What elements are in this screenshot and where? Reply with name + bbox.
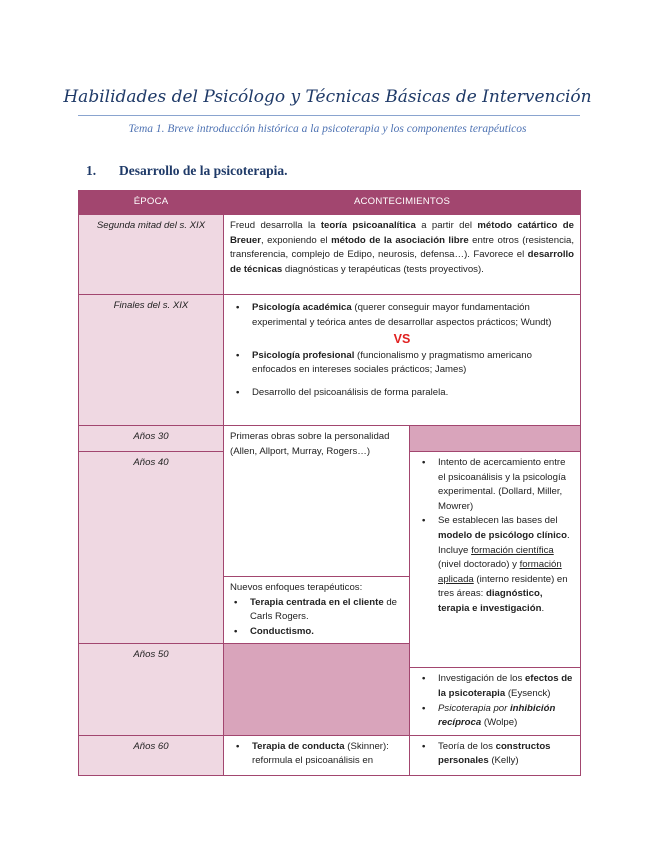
table-row — [79, 295, 581, 426]
epoch-cell: Finales del s. XIX — [79, 295, 224, 426]
text: (Eysenck) — [505, 687, 551, 699]
event-cell — [410, 668, 581, 735]
bold-term: Terapia centrada en el cliente — [250, 596, 384, 608]
bold-term: efectos de la psicoterapia — [438, 673, 573, 699]
versus-label: VS — [393, 332, 411, 347]
text: (querer conseguir mayor fundamentación experimental y teórica antes de desarrollar aspectos prácticos; Wundt) — [252, 302, 552, 328]
bold-term: modelo de psicólogo clínico — [438, 529, 567, 541]
list-item — [438, 456, 574, 514]
document-title: Habilidades del Psicólogo y Técnicas Básicas de Intervención — [63, 87, 592, 107]
title-rule — [78, 115, 580, 116]
epoch-cell: Años 60 — [79, 735, 224, 775]
text: de Carls Rogers. — [250, 596, 397, 623]
event-cell — [224, 577, 410, 644]
event-cell — [410, 452, 581, 668]
text: (Wolpe) — [481, 717, 518, 729]
bold-term: Terapia de conducta — [252, 740, 345, 752]
bold-term: Conductismo. — [250, 625, 314, 637]
text: a partir del — [415, 220, 478, 231]
section-heading — [86, 163, 287, 179]
text: (interno residente) en tres áreas: — [438, 573, 568, 600]
list-item — [250, 596, 403, 625]
text: Nuevos enfoques terapéuticos: — [230, 582, 363, 593]
text: Se establecen las bases del — [438, 515, 558, 527]
epoch-cell: Años 30 — [79, 426, 224, 452]
list-item — [438, 740, 574, 769]
header-epoch: ÉPOCA — [79, 191, 224, 215]
list-item — [438, 672, 574, 701]
text: diagnósticas y terapéuticas (tests proyectivos). — [282, 263, 484, 275]
table-row — [79, 426, 581, 452]
list-item — [438, 702, 574, 731]
text: . Incluye — [438, 529, 570, 556]
bold-term: diagnóstico, terapia e investigación — [438, 588, 543, 614]
epoch-cell: Años 50 — [79, 644, 224, 735]
table-row — [79, 735, 581, 775]
bold-term: método de la asociación libre — [331, 234, 469, 246]
text: (Kelly) — [488, 755, 519, 767]
list-item — [250, 625, 403, 640]
text: Desarrollo del psicoanálisis de forma paralela. — [252, 386, 449, 398]
text: (nivel doctorado) y — [438, 559, 520, 571]
event-cell — [410, 735, 581, 775]
empty-shaded-cell — [224, 644, 410, 735]
epoch-cell: Segunda mitad del s. XIX — [79, 215, 224, 295]
document-subtitle: Tema 1. Breve introducción histórica a la psicoterapia y los componentes terapéuticos — [128, 123, 527, 135]
list-item — [438, 514, 574, 616]
section-title: Desarrollo de la psicoterapia. — [119, 163, 288, 178]
text: , exponiendo el — [260, 234, 332, 246]
bold-term: teoría psicoanalítica — [320, 220, 416, 231]
bold-term: desarrollo de técnicas — [230, 249, 575, 275]
text: Freud desarrolla la — [230, 220, 321, 231]
text: Teoría de los — [438, 740, 496, 752]
history-table — [78, 190, 581, 776]
italic-term: Psicoterapia por — [438, 702, 510, 714]
underlined-term: formación aplicada — [438, 559, 562, 585]
epoch-cell: Años 40 — [79, 452, 224, 644]
event-cell: Primeras obras sobre la personalidad (Allen, Allport, Murray, Rogers…) — [224, 426, 410, 577]
text: Investigación de los — [438, 673, 525, 685]
list-item — [252, 349, 574, 378]
bold-term: inhibición recíproca — [438, 702, 556, 729]
event-cell — [224, 215, 581, 295]
section-number: 1. — [86, 163, 97, 178]
list-item — [252, 386, 574, 401]
text: Intento de acercamiento entre el psicoanálisis y la psicología experimental. (Dollard, Miller, Mowrer) — [438, 457, 566, 512]
header-events: ACONTECIMIENTOS — [224, 191, 581, 215]
empty-shaded-cell — [410, 426, 581, 452]
table-row — [79, 215, 581, 295]
list-item — [252, 301, 574, 330]
event-cell — [224, 295, 581, 426]
table-header-row — [79, 191, 581, 215]
text: . — [541, 602, 545, 614]
list-item — [252, 740, 403, 769]
bold-term: método catártico de Breuer — [230, 220, 575, 246]
underlined-term: formación científica — [471, 544, 554, 556]
bold-term: Psicología profesional — [252, 349, 355, 361]
bold-term: constructos personales — [438, 740, 551, 767]
text: (Skinner): reformula el psicoanálisis en — [252, 740, 389, 767]
bold-term: Psicología académica — [252, 302, 352, 313]
event-cell — [224, 735, 410, 775]
text: entre otros (resistencia, transferencia, complejo de Edipo, neurosis, defensa…). Favorece el — [230, 234, 574, 261]
text: (funcionalismo y pragmatismo americano enfocados en intereses sociales prácticos; James) — [252, 349, 532, 376]
